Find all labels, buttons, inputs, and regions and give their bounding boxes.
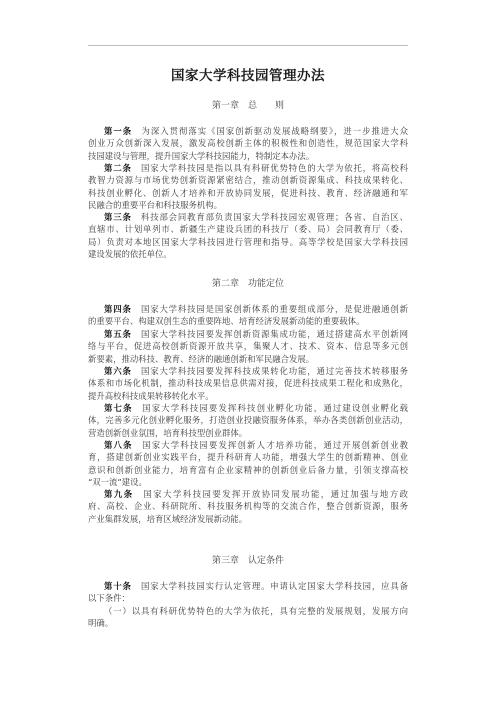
article-text: 建设发展的依托单位。: [88, 248, 172, 259]
article-label: 第三条: [104, 212, 132, 222]
article-text: 科技创业孵化、创新人才培养和开放协同发展，促进科技、教育、经济融通和军: [88, 187, 408, 198]
article-text: 络与平台，促进高校创新资源开放共享，集聚人才、技术、资本、信息等多元创: [88, 341, 408, 352]
article-text: 以下条件：: [88, 593, 130, 604]
article-text: 国家大学科技园是指以具有科研优势特色的大学为依托，将高校科: [140, 163, 409, 173]
article-text: 民融合的重要平台和科技服务机构。: [88, 199, 222, 210]
article-9: [88, 488, 408, 525]
article-10: [88, 580, 408, 605]
article-text: 育，搭建创新创业实践平台，提升科研育人功能，增强大学生的创新精神、创业: [88, 452, 408, 463]
condition-text: （一）以具有科研优势特色的大学为依托，具有完整的发展规划，发展方向: [104, 606, 408, 616]
article-7: [88, 402, 408, 439]
chapter-heading: 第三章 认定条件: [211, 556, 284, 566]
article-text: 新要素，推动科技、教育、经济的融通创新和军民融合发展。: [88, 353, 315, 364]
chapter-heading: 第一章 总 则: [211, 101, 284, 111]
article-text: 体系和市场化机制，推动科技成果信息供需对接，促进科技成果工程化和成熟化，: [88, 378, 408, 389]
article-text: 技园建设与管理，提升国家大学科技园能力，特制定本办法。: [88, 150, 315, 161]
article-text: 科技部会同教育部负责国家大学科技园宏观管理；各省、自治区、: [140, 212, 409, 222]
article-6: [88, 365, 408, 402]
document-title: 国家大学科技园管理办法: [171, 68, 325, 84]
article-text: 国家大学科技园是国家创新体系的重要组成部分，是促进融通创新: [140, 304, 409, 314]
article-label: 第十条: [104, 581, 132, 591]
article-text: 国家大学科技园要发挥开放协同发展功能，通过加强与地方政: [143, 489, 409, 499]
article-text: 国家大学科技园要发挥创新资源集成功能，通过搭建高水平创新网: [140, 329, 409, 339]
article-text: 府、高校、企业、科研院所、科技服务机构等的交流合作，整合创新资源，服务: [88, 501, 408, 512]
article-5: [88, 328, 408, 365]
article-1: [88, 125, 408, 162]
article-label: 第四条: [104, 304, 132, 314]
article-text: 国家大学科技园要发挥科技创业孵化功能，通过建设创业孵化载: [142, 403, 409, 413]
article-text: 为深入贯彻落实《国家创新驱动发展战略纲要》，进一步推进大众: [141, 126, 408, 136]
article-text: 教智力资源与市场优势创新资源紧密结合，推动创新资源集成、科技成果转化、: [88, 175, 408, 186]
article-8: [88, 439, 408, 488]
article-text: 意识和创新创业能力，培育富有企业家精神的创新创业后备力量，引领支撑高校: [88, 464, 408, 475]
article-label: 第八条: [104, 440, 133, 450]
header-rule: [88, 45, 408, 46]
condition-item-1: [88, 605, 408, 630]
article-text: 的重要平台、构建双创生态的重要阵地、培育经济发展新动能的重要载体。: [88, 316, 365, 327]
article-text: 产业集群发展，培育区域经济发展新动能。: [88, 513, 248, 524]
article-text: 创业万众创新深入发展，激发高校创新主体的积极性和创造性，规范国家大学科: [88, 138, 408, 149]
article-text: 国家大学科技园要发挥创新人才培养功能，通过开展创新创业教: [142, 440, 409, 450]
article-text: 直辖市、计划单列市、新疆生产建设兵团的科技厅（委、局）会同教育厅（委、: [88, 224, 408, 235]
article-label: 第六条: [104, 366, 132, 376]
article-label: 第七条: [104, 403, 133, 413]
chapter-heading: 第二章 功能定位: [211, 279, 284, 289]
article-text: “双一流”建设。: [88, 476, 147, 487]
article-4: [88, 303, 408, 328]
article-3: [88, 211, 408, 260]
article-text: 提升高校科技成果转移转化水平。: [88, 390, 214, 401]
article-text: 国家大学科技园实行认定管理。申请认定国家大学科技园，应具备: [140, 581, 409, 591]
article-label: 第五条: [104, 329, 132, 339]
article-text: 国家大学科技园要发挥科技成果转化功能，通过完善技术转移服务: [140, 366, 409, 376]
article-text: 局）负责对本地区国家大学科技园进行管理和指导。高等学校是国家大学科技园: [88, 236, 408, 247]
article-label: 第九条: [104, 489, 134, 499]
condition-text: 明确。: [88, 618, 114, 629]
article-2: [88, 162, 408, 211]
article-text: 营造创新创业氛围，培育科技型创业群体。: [88, 427, 248, 438]
article-label: 第二条: [104, 163, 132, 173]
article-label: 第一条: [104, 126, 133, 136]
article-text: 体，完善多元化创业孵化服务，打造创业投融资服务体系，举办各类创新创业活动，: [88, 415, 408, 426]
